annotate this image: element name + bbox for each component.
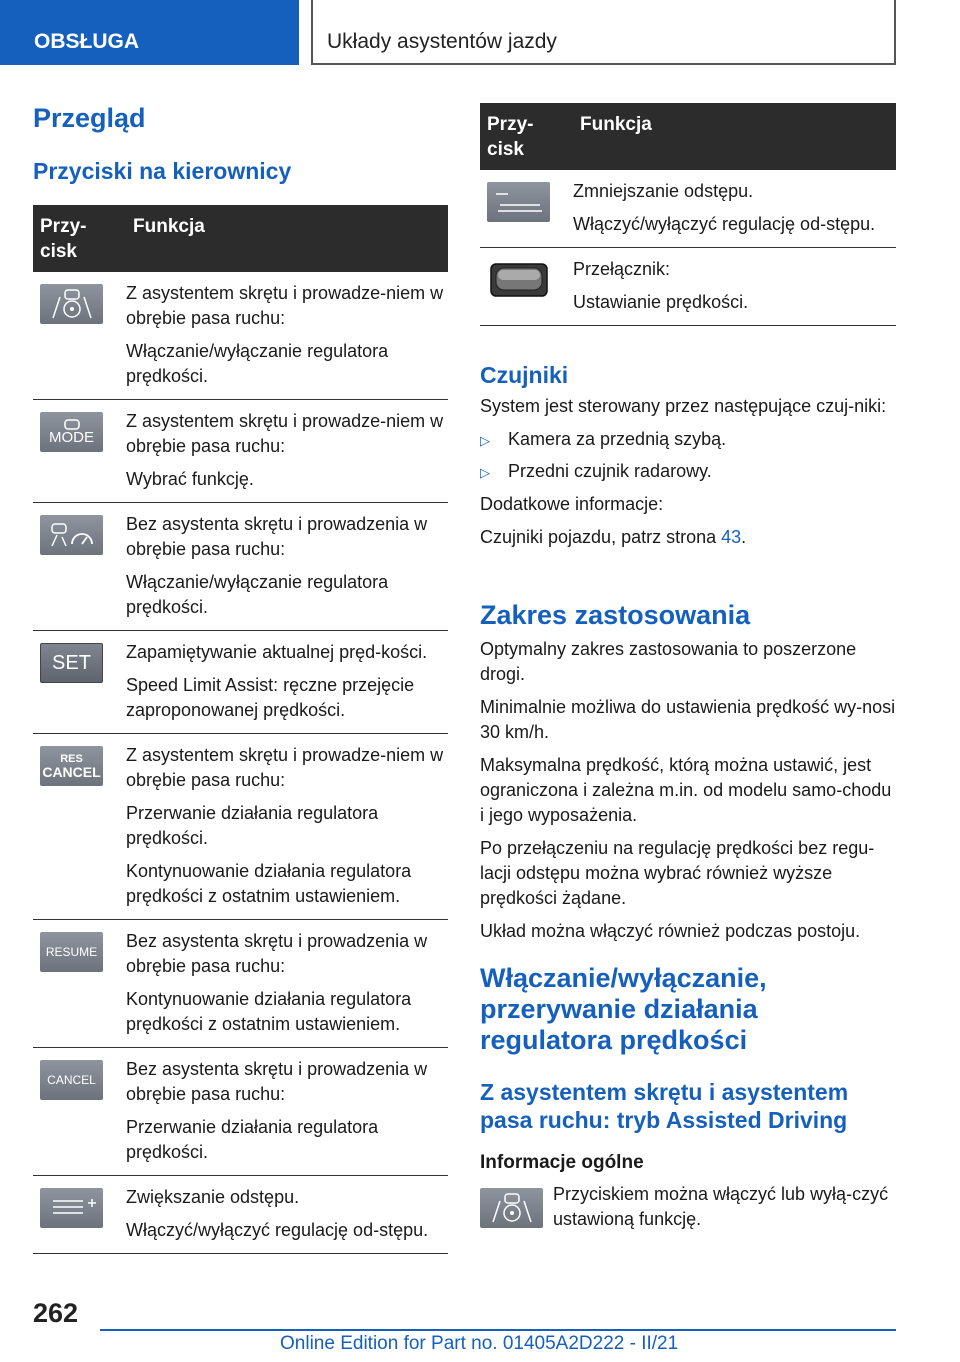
function-text: Bez asystenta skrętu i prowadzenia w obrębie pasa ruchu:: [126, 514, 428, 559]
table-row: [33, 503, 448, 631]
function-text: Speed Limit Assist: ręczne przejęcie zaproponowanej prędkości.: [126, 675, 415, 720]
table-row: [33, 920, 448, 1048]
general-info-text: Przyciskiem można włączyć lub wyłą-czyć ustawioną funkcję.: [553, 1184, 889, 1229]
general-info-heading: Informacje ogólne: [480, 1152, 644, 1173]
range-paragraph: Układ można włączyć również podczas postoju.: [480, 921, 861, 941]
onoff-subheading: Z asystentem skrętu i asystentem pasa ruchu: tryb Assisted Driving: [480, 1079, 849, 1133]
table-row: [480, 170, 896, 248]
column-header-button: Przy- cisk: [480, 103, 573, 170]
sensors-list: [480, 427, 896, 484]
range-section: [480, 600, 896, 952]
function-cell: [126, 400, 448, 503]
table-row: [33, 734, 448, 920]
function-text: Włączyć/wyłączyć regulację od-stępu.: [573, 214, 876, 234]
function-text: Bez asystenta skrętu i prowadzenia w obrębie pasa ruchu:: [126, 931, 428, 976]
function-cell: [573, 248, 896, 326]
sensors-section: [480, 362, 896, 558]
table-row: [33, 272, 448, 400]
function-cell: [126, 631, 448, 734]
function-cell: [126, 272, 448, 400]
more-info-label: Dodatkowe informacje:: [480, 494, 664, 514]
table-row: [480, 248, 896, 326]
column-header-button: Przy- cisk: [33, 205, 126, 272]
range-heading: Zakres zastosowania: [480, 600, 751, 630]
function-text: Ustawianie prędkości.: [573, 292, 749, 312]
column-header-function: Funkcja: [573, 103, 896, 170]
cancel-button-icon: CANCEL: [40, 1060, 103, 1100]
table-body: [480, 170, 896, 326]
button-cell: [33, 272, 126, 400]
triangle-bullet-icon: ▷: [480, 465, 490, 480]
section-title: Przegląd: [33, 103, 146, 133]
page-number: 262: [33, 1298, 79, 1328]
distance-decrease-icon: [487, 182, 550, 222]
function-cell: [573, 170, 896, 248]
function-text: Z asystentem skrętu i prowadze-niem w obrębie pasa ruchu:: [126, 283, 444, 328]
list-item: ▷ Przedni czujnik radarowy.: [480, 459, 896, 484]
function-text: Kontynuowanie działania regulatora prędkości z ostatnim ustawieniem.: [126, 989, 412, 1034]
function-text: Włączanie/wyłączanie regulatora prędkości.: [126, 572, 389, 617]
button-cell: [33, 920, 126, 1048]
function-text: Z asystentem skrętu i prowadze-niem w obrębie pasa ruchu:: [126, 745, 444, 790]
onoff-section: [480, 963, 896, 1232]
cruise-control-icon: [40, 515, 103, 555]
rocker-switch-icon: [487, 260, 550, 300]
section-tab: OBSŁUGA: [0, 0, 299, 65]
triangle-bullet-icon: ▷: [480, 433, 490, 448]
range-paragraph: Optymalny zakres zastosowania to poszerzone drogi.: [480, 639, 857, 684]
table-row: [33, 1048, 448, 1176]
distance-buttons-table: [480, 103, 896, 326]
table-header-row: [33, 205, 448, 272]
subsection-title: Przyciski na kierownicy: [33, 158, 292, 184]
button-cell: [480, 170, 573, 248]
button-cell: [33, 503, 126, 631]
table-row: [33, 400, 448, 503]
button-cell: [480, 248, 573, 326]
function-text: Zwiększanie odstępu.: [126, 1187, 300, 1207]
sensors-heading: Czujniki: [480, 362, 569, 388]
steering-assist-icon: [40, 284, 103, 324]
range-paragraph: Maksymalna prędkość, którą można ustawić, jest ograniczona i zależna m.in. od modelu samo-chodu i jego wyposażenia.: [480, 755, 892, 825]
footer-divider: [100, 1329, 896, 1331]
table-row: [33, 1176, 448, 1254]
function-text: Włączyć/wyłączyć regulację od-stępu.: [126, 1220, 429, 1240]
button-cell: [33, 734, 126, 920]
page-reference-link[interactable]: 43: [721, 527, 742, 547]
function-text: Przerwanie działania regulatora prędkości.: [126, 803, 379, 848]
table-header-row: [480, 103, 896, 170]
function-text: Włączanie/wyłączanie regulatora prędkości.: [126, 341, 389, 386]
general-info-row: [480, 1182, 896, 1232]
mode-button-icon: MODE: [40, 412, 103, 452]
function-cell: [126, 503, 448, 631]
res-cancel-button-icon: RES CANCEL: [40, 746, 103, 786]
sensors-intro: System jest sterowany przez następujące czuj-niki:: [480, 396, 887, 416]
steering-assist-icon: [480, 1188, 543, 1228]
edition-footer: Online Edition for Part no. 01405A2D222 - II/21: [280, 1333, 679, 1354]
list-item: ▷ Kamera za przednią szybą.: [480, 427, 896, 452]
function-cell: [126, 734, 448, 920]
steering-buttons-table: [33, 205, 448, 1254]
resume-button-icon: RESUME: [40, 932, 103, 972]
function-text: Bez asystenta skrętu i prowadzenia w obrębie pasa ruchu:: [126, 1059, 428, 1104]
function-text: Przerwanie działania regulatora prędkości.: [126, 1117, 379, 1162]
function-text: Przełącznik:: [573, 259, 671, 279]
button-cell: [33, 400, 126, 503]
onoff-heading: Włączanie/wyłączanie, przerywanie działania regulatora prędkości: [480, 963, 767, 1055]
function-text: Wybrać funkcję.: [126, 469, 254, 489]
button-cell: [33, 631, 126, 734]
button-cell: [33, 1048, 126, 1176]
distance-increase-icon: [40, 1188, 103, 1228]
chapter-title: Układy asystentów jazdy: [311, 0, 896, 65]
range-paragraph: Minimalnie możliwa do ustawienia prędkość wy-nosi 30 km/h.: [480, 697, 896, 742]
function-text: Zapamiętywanie aktualnej pręd-kości.: [126, 642, 428, 662]
function-text: Zmniejszanie odstępu.: [573, 181, 754, 201]
function-cell: [126, 1048, 448, 1176]
function-cell: [126, 920, 448, 1048]
range-paragraph: Po przełączeniu na regulację prędkości bez regu-lacji odstępu można wybrać również wyższe prędkości żądane.: [480, 838, 875, 908]
function-text: Kontynuowanie działania regulatora prędkości z ostatnim ustawieniem.: [126, 861, 412, 906]
set-button-icon: SET: [40, 643, 103, 683]
button-cell: [33, 1176, 126, 1254]
function-text: Z asystentem skrętu i prowadze-niem w obrębie pasa ruchu:: [126, 411, 444, 456]
table-body: [33, 272, 448, 1254]
sensors-reference: Czujniki pojazdu, patrz strona 43.: [480, 527, 747, 547]
function-cell: [126, 1176, 448, 1254]
table-row: [33, 631, 448, 734]
column-header-function: Funkcja: [126, 205, 448, 272]
